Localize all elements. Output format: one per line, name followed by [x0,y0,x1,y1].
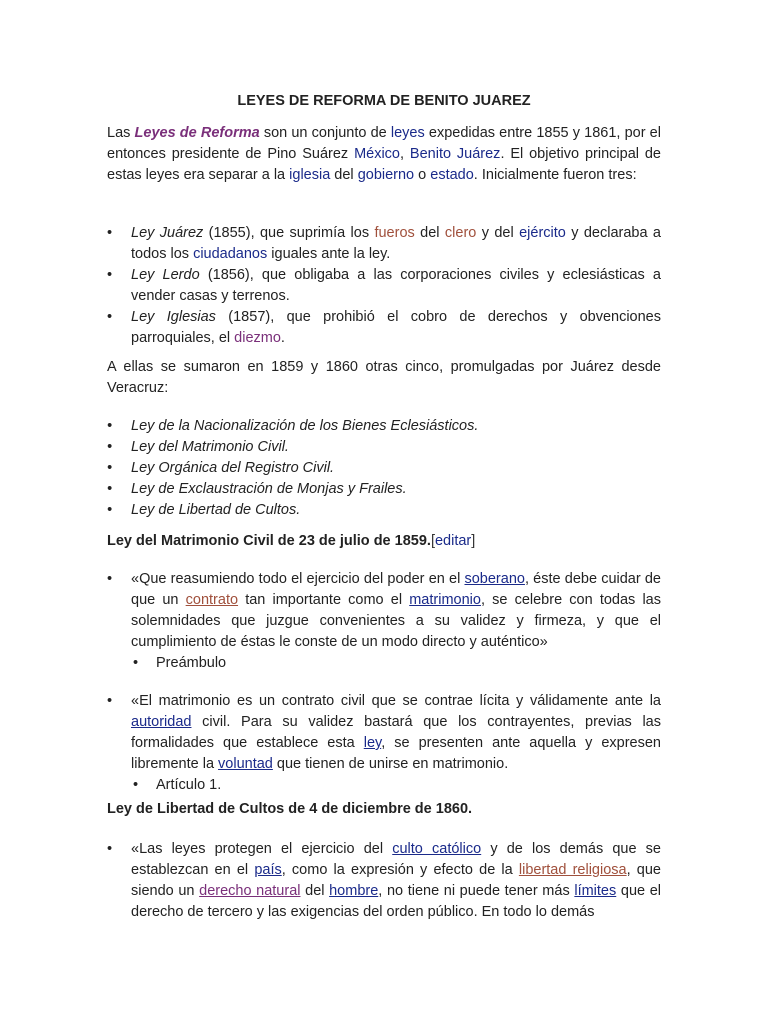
law-text: iguales ante la ley. [267,246,391,262]
list-item: • Ley de la Nacionalización de los Bienes Eclesiásticos. [107,416,661,437]
leyes-de-reforma-link[interactable]: Leyes de Reforma [134,125,260,141]
quote-text: que tienen de unirse en matrimonio. [272,756,509,772]
list-item: • Ley de Libertad de Cultos. [107,500,661,521]
quote-text: , no tiene ni puede tener más [378,883,575,899]
law-text: . [280,330,285,346]
source-item: • Preámbulo [131,653,661,674]
second-paragraph: A ellas se sumaron en 1859 y 1860 otras cinco, promulgadas por Juárez desde Veracruz: [107,359,661,396]
quote-list-articulo [107,691,661,796]
quote-text: «El matrimonio es un contrato civil que se contrae lícita y válidamente ante la [131,693,661,709]
leyes-link[interactable]: leyes [390,125,425,141]
intro-text: expedidas entre 1855 y 1861, por el entonces presidente de Pino Suárez [107,125,661,162]
page-title: LEYES DE REFORMA DE BENITO JUAREZ [237,93,531,109]
list-item [107,839,661,923]
bracket-close: ] [471,533,476,549]
ciudadanos-link[interactable]: ciudadanos [193,246,268,262]
source-list [131,653,661,674]
contrato-link[interactable]: contrato [185,592,239,608]
quote-text: que el derecho de tercero y las exigencias del orden público. En todo lo demás [131,883,661,920]
law-text: y declaraba a todos los [131,225,661,262]
law-name: Ley Lerdo [131,267,200,283]
quote-list-preambulo [107,569,661,674]
benito-juarez-link[interactable]: Benito Juárez [409,146,501,162]
quote-text: del [300,883,330,899]
bracket-open: [ [430,533,435,549]
intro-text: del [330,167,358,183]
intro-text: . El objetivo principal de estas leyes era separar a la [107,146,661,183]
limites-link[interactable]: límites [574,883,617,899]
quote-text: «Las leyes protegen el ejercicio del [131,841,393,857]
source-list [131,775,661,796]
later-laws-list [107,416,661,521]
list-item [107,691,661,796]
ley-link[interactable]: ley [363,735,382,751]
list-item: • Ley de Exclaustración de Monjas y Frailes. [107,479,661,500]
fueros-link[interactable]: fueros [374,225,415,241]
edit-link[interactable]: editar [434,533,472,549]
quote-text: «Que reasumiendo todo el ejercicio del poder en el [131,571,465,587]
source-item: • Artículo 1. [131,775,661,796]
soberano-link[interactable]: soberano [464,571,525,587]
list-item [107,307,661,349]
list-item [107,569,661,674]
quote-text: , se celebre con todas las solemnidades que juzgue convenientes a su validez y firmeza, y que el cumplimiento de éstas le conste de un modo directo y auténtico» [131,592,661,650]
gobierno-link[interactable]: gobierno [357,167,415,183]
estado-link[interactable]: estado [430,167,474,183]
autoridad-link[interactable]: autoridad [131,714,192,730]
quote-text: , que siendo un [131,862,661,899]
hombre-link[interactable]: hombre [329,883,379,899]
quote-text: , se presenten ante aquella y expresen libremente la [131,735,661,772]
list-item: • Ley Orgánica del Registro Civil. [107,458,661,479]
quote-text: , como la expresión y efecto de la [281,862,519,878]
section-heading-matrimonio [107,531,661,552]
intro-text: o [414,167,431,183]
quote-text: civil. Para su validez bastará que los contrayentes, previas las formalidades que establece esta [131,714,661,751]
quote-list-cultos [107,839,661,923]
heading-text: Ley del Matrimonio Civil de 23 de julio de 1859. [107,533,431,549]
law-text: (1857), que prohibió el cobro de derechos y obvenciones parroquiales, el [131,309,661,346]
section-heading-cultos: Ley de Libertad de Cultos de 4 de diciembre de 1860. [107,801,473,817]
derecho-natural-link[interactable]: derecho natural [199,883,301,899]
law-name: Ley Juárez [131,225,204,241]
diezmo-link[interactable]: diezmo [234,330,281,346]
intro-text: . Inicialmente fueron tres: [473,167,637,183]
iglesia-link[interactable]: iglesia [289,167,331,183]
intro-text: son un conjunto de [259,125,391,141]
quote-text: , éste debe cuidar de que un [131,571,661,608]
law-name: Ley Iglesias [131,309,216,325]
list-item [107,223,661,265]
quote-text: y de los demás que se establezcan en el [131,841,662,878]
law-text: (1856), que obligaba a las corporaciones civiles y eclesiásticas a vender casas y terrenos. [131,267,661,304]
intro-paragraph [107,123,661,186]
clero-link[interactable]: clero [444,225,477,241]
culto-catolico-link[interactable]: culto católico [392,841,482,857]
intro-text: Las [107,125,135,141]
initial-laws-list [107,223,661,349]
mexico-link[interactable]: México [354,146,400,162]
law-text: del [414,225,445,241]
quote-text: tan importante como el [238,592,410,608]
law-text: (1855), que suprimía los [203,225,375,241]
voluntad-link[interactable]: voluntad [218,756,273,772]
list-item [107,265,661,307]
pais-link[interactable]: país [254,862,282,878]
matrimonio-link[interactable]: matrimonio [409,592,481,608]
law-text: y del [476,225,520,241]
libertad-religiosa-link[interactable]: libertad religiosa [518,862,627,878]
list-item: • Ley del Matrimonio Civil. [107,437,661,458]
ejercito-link[interactable]: ejército [519,225,566,241]
intro-text: , [400,146,410,162]
